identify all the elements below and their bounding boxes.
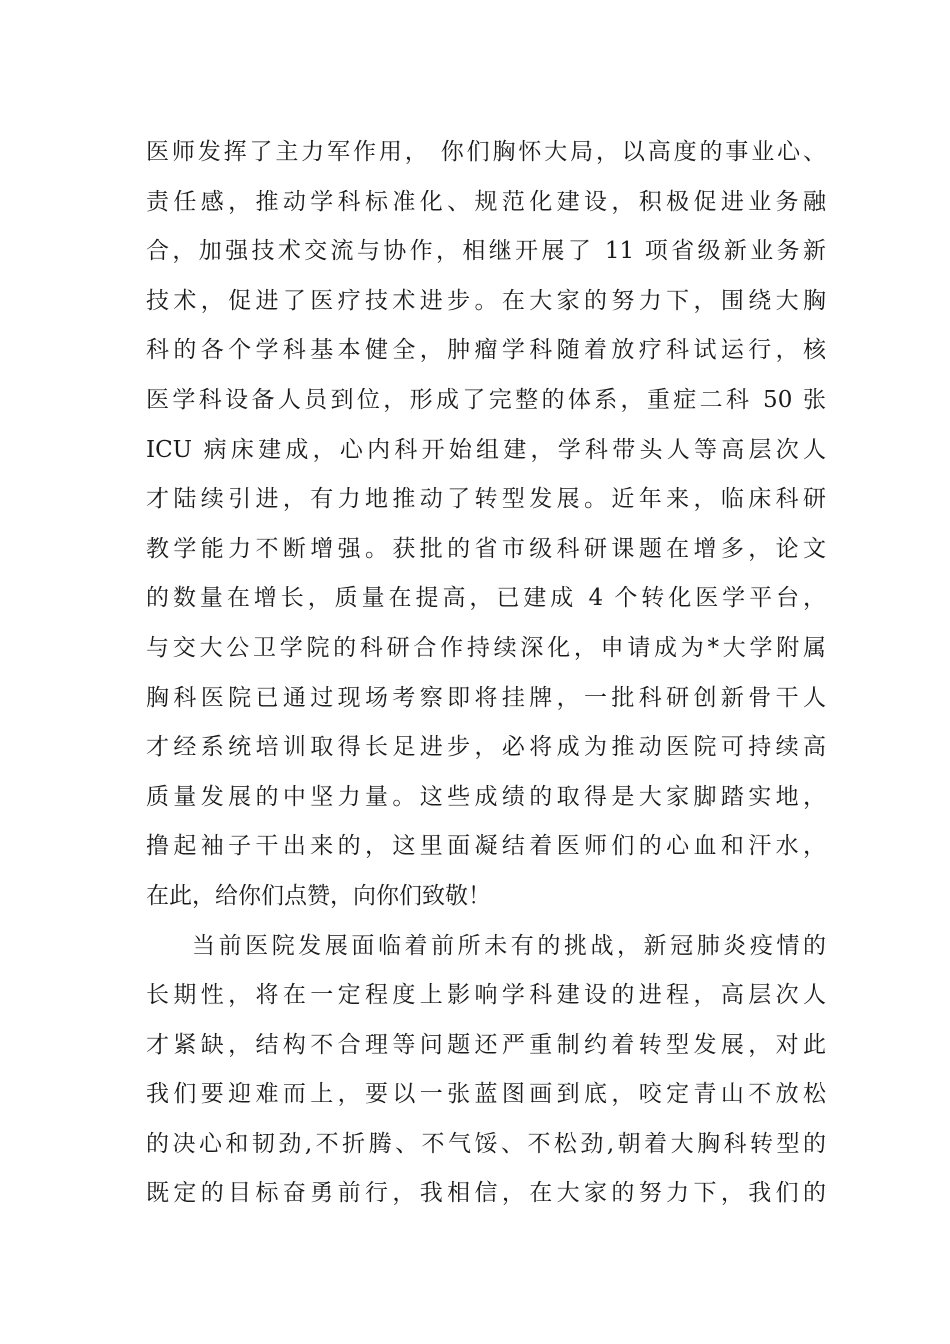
text-line: 教学能力不断增强。获批的省市级科研课题在增多，论文 [146,535,826,562]
text-line: 长期性，将在一定程度上影响学科建设的进程，高层次人 [146,982,826,1009]
paragraph-2 [146,922,826,1220]
text-line: 在此，给你们点赞，向你们致敬！ [146,882,491,909]
text-line: 技术，促进了医疗技术进步。在大家的努力下，围绕大胸 [146,287,826,314]
text-line: 才经系统培训取得长足进步，必将成为推动医院可持续高 [146,734,826,761]
text-line: 既定的目标奋勇前行，我相信，在大家的努力下，我们的 [146,1180,826,1207]
text-line: 医学科设备人员到位，形成了完整的体系，重症二科 50 张 [146,386,826,413]
text-line: 合，加强技术交流与协作，相继开展了 11 项省级新业务新 [146,238,826,265]
text-line: 胸科医院已通过现场考察即将挂牌，一批科研创新骨干人 [146,684,826,711]
text-line: 医师发挥了主力军作用， 你们胸怀大局，以高度的事业心、 [146,139,826,165]
text-line: ICU 病床建成，心内科开始组建，学科带头人等高层次人 [146,436,826,463]
text-line: 的数量在增长，质量在提高，已建成 4 个转化医学平台， [146,585,826,612]
text-line: 撸起袖子干出来的，这里面凝结着医师们的心血和汗水， [146,833,826,860]
text-line: 责任感，推动学科标准化、规范化建设，积极促进业务融 [146,188,826,215]
text-line: 科的各个学科基本健全，肿瘤学科随着放疗科试运行，核 [146,337,826,364]
text-line: 当前医院发展面临着前所未有的挑战，新冠肺炎疫情的 [192,932,826,959]
text-line: 的决心和韧劲,不折腾、不气馁、不松劲,朝着大胸科转型的 [146,1130,826,1157]
text-line: 质量发展的中坚力量。这些成绩的取得是大家脚踏实地， [146,783,826,810]
body-text [146,128,826,1219]
text-line: 才紧缺，结构不合理等问题还严重制约着转型发展，对此 [146,1031,826,1058]
text-line: 与交大公卫学院的科研合作持续深化，申请成为*大学附属 [146,634,826,661]
text-line: 才陆续引进，有力地推动了转型发展。近年来，临床科研 [146,486,826,513]
text-line: 我们要迎难而上，要以一张蓝图画到底，咬定青山不放松 [146,1081,826,1108]
paragraph-1 [146,128,826,922]
